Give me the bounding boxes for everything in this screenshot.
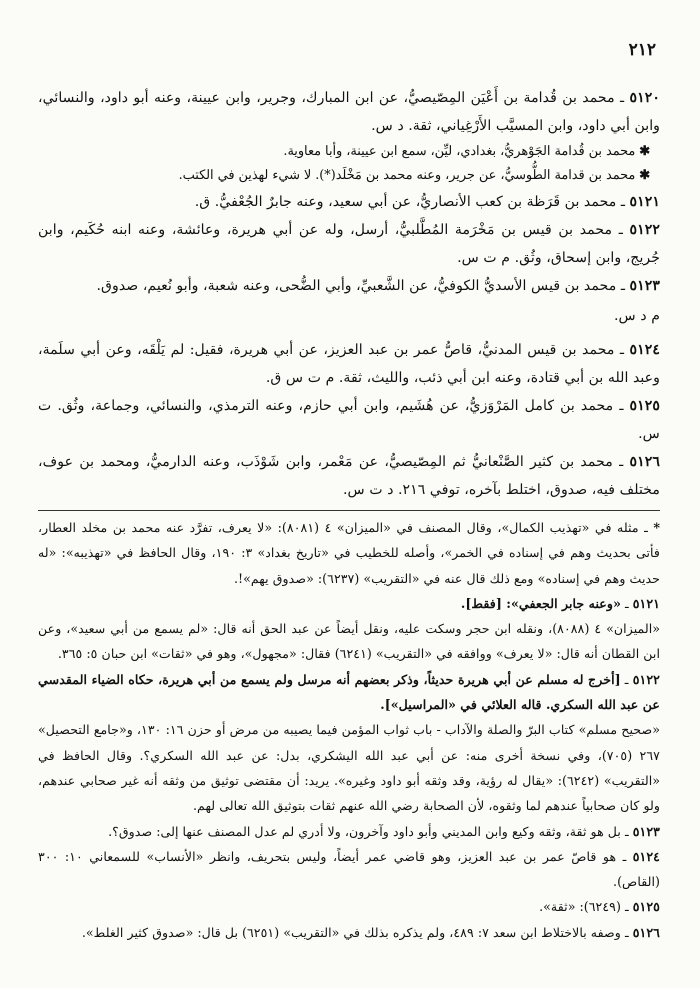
footnote-text: (٦٢٤٩): «ثقة». bbox=[539, 899, 621, 915]
entry-text: محمد بن قيس المدنيُّ، قاصُّ عمر بن عبد العزيز، عن أبي هريرة، فقيل: لم يَلْقَه، وعن أبي سلَمة، وعبد الله بن أبي قتادة، وعنه ابن أبي ذئب، والليث، ثقة. م ت س ق. bbox=[38, 342, 660, 386]
entry-text: محمد بن قَرَظة بن كعب الأنصاريُّ، عن أبي سعيد، وعنه جابرٌ الجُعْفيُّ. ق. bbox=[194, 194, 617, 210]
entry-text: محمد بن كامل المَرْوَزيُّ، عن هُشَيم، وابن أبي حازم، وعنه الترمذي، والنسائي، وجماعة، وثُق. ت س. bbox=[38, 398, 660, 442]
entry-5122: ٥١٢٢ ـ محمد بن قيس بن مَخْرَمة المُطَّلبيُّ، أرسل، وله عن أبي هريرة، وعائشة، وعنه ابنه حُكَيم، وابن جُريج، وابن إسحاق، وثُق. م ت س. bbox=[38, 222, 660, 266]
footnote-text: مثله في «تهذيب الكمال»، وقال المصنف في «الميزان» ٤ (٨٠٨١): «لا يعرف، تفرَّد عنه محمد بن مخلد العطار، فأتى بحديث وهم في إسناده في الخمر»، وأصله للخطيب في «تاريخ بغداد» ٣: ١٩٠، وقال الحافظ في «تهذيبه»: «له حديث وهم في إسناده» ومع ذلك قال عنه في «التقريب» (٦٢٣٧): «صدوق يهم»!. bbox=[38, 520, 660, 586]
entry-5123-symbols: م د س. bbox=[614, 308, 660, 324]
footnote-text: بل هو ثقة، وثقه وكيع وابن المديني وأبو داود وآخرون، ولا أدري لم عدل المصنف عنها إلى: صدوق؟. bbox=[108, 823, 621, 839]
footnote-5121-cont bbox=[38, 616, 660, 667]
entry-number: ٥١٢٣ bbox=[629, 278, 660, 294]
entry-number: ٥١٢١ bbox=[629, 194, 660, 210]
page-number: ٢١٢ bbox=[628, 40, 656, 60]
footnote-number: ٥١٢٢ bbox=[632, 671, 660, 687]
footnote-text: «صحيح مسلم» كتاب البرّ والصلة والآداب - باب ثواب المؤمن فيما يصيبه من مرض أو حزن ١٦: ١٣٠، و«جامع التحصيل» ٢٦٧ (٧٠٥)، وفي نسخة أخرى منه: عن أبي عبد الله اليشكري، بدل: عن عبد الله السكري؟. وقال الحافظ في «التقريب» (٦٢٤٢): «يقال له رؤية، وقد وثقه أبو داود وغيره». يريد: أن مقتضى توثيق من وثقه أنه غير صحابي عندهم، ولو كان صحابياً عندهم لما وثقوه، لأن الصحابة رضي الله عنهم ثقات بتوثيق الله تعالى لهم. bbox=[38, 722, 660, 814]
footnote-5122: ٥١٢٢ ـ [أخرج له مسلم عن أبي هريرة حديثاً، وذكر بعضهم أنه مرسل ولم يسمع من أبي هريرة، حكاه الضياء المقدسي عن عبد الله السكري. قاله العلائي في «المراسيل»]. bbox=[38, 671, 660, 713]
entry-number: ٥١٢٠ bbox=[629, 90, 660, 106]
footnote-number: * bbox=[653, 520, 660, 535]
footnote-5123: ٥١٢٣ ـ بل هو ثقة، وثقه وكيع وابن المديني وأبو داود وآخرون، ولا أدري لم عدل المصنف عنها إلى: صدوق؟. bbox=[108, 823, 660, 839]
asterisk-icon: ✱ bbox=[639, 144, 650, 159]
entry-text: محمد بن قُدامة بن أَعْيَن المِصّيصيُّ، عن ابن المبارك، وجرير، وابن عيينة، وعنه أبو داود، والنسائي، وابن أبي داود، وابن المسيَّب الأَرْغِياني، ثقة. د س. bbox=[38, 90, 660, 134]
sub-entry bbox=[38, 140, 650, 164]
footnote-5126: ٥١٢٦ ـ وصفه بالاختلاط ابن سعد ٧: ٤٨٩، ولم يذكره بذلك في «التقريب» (٦٢٥١) بل قال: «صدوق كثير الغلط». bbox=[81, 924, 660, 940]
entry-text: محمد بن قيس بن مَخْرَمة المُطَّلبيُّ، أرسل، وله عن أبي هريرة، وعائشة، وعنه ابنه حُكَيم، وابن جُريج، وابن إسحاق، وثُق. م ت س. bbox=[38, 222, 660, 266]
entry-5121: ٥١٢١ ـ محمد بن قَرَظة بن كعب الأنصاريُّ، عن أبي سعيد، وعنه جابرٌ الجُعْفيُّ. ق. bbox=[194, 194, 660, 210]
entry-number: ٥١٢٦ bbox=[629, 454, 660, 470]
sub-entry bbox=[38, 164, 650, 188]
footnote-number: ٥١٢٣ bbox=[632, 823, 660, 839]
entry-5125: ٥١٢٥ ـ محمد بن كامل المَرْوَزيُّ، عن هُشَيم، وابن أبي حازم، وعنه الترمذي، والنسائي، وجماعة، وثُق. ت س. bbox=[38, 398, 660, 442]
footnote-5125: ٥١٢٥ ـ (٦٢٤٩): «ثقة». bbox=[539, 899, 660, 915]
footnote-5124: ٥١٢٤ ـ هو قاصّ عمر بن عبد العزيز، وهو قاضي عمر أيضاً، وليس بتحريف، وانظر «الأنساب» للسمعاني ١٠: ٣٠٠ (القاص). bbox=[38, 848, 660, 890]
entry-5126: ٥١٢٦ ـ محمد بن كثير الصَّنْعانيُّ ثم المِصّيصيُّ، عن مَعْمر، وابن شَوْذَب، وعنه الدارميُّ، ومحمد بن عوف، مختلف فيه، صدوق، اختلط بآخره، توفي ٢١٦. د ت س. bbox=[38, 454, 660, 498]
footnotes bbox=[38, 515, 660, 945]
main-text bbox=[38, 84, 660, 504]
footnote-text: وصفه بالاختلاط ابن سعد ٧: ٤٨٩، ولم يذكره بذلك في «التقريب» (٦٢٥١) بل قال: «صدوق كثير الغلط». bbox=[81, 924, 621, 940]
footnote-number: ٥١٢٤ bbox=[632, 848, 660, 864]
entry-text: محمد بن قيس الأسديُّ الكوفيُّ، عن الشَّعبيِّ، وأبي الضُّحى، وعنه شعبة، وأبو نُعيم، صدوق. bbox=[96, 278, 617, 294]
footnote-text: «وعنه جابر الجعفي»: [فقط]. bbox=[460, 595, 621, 611]
entry-number: ٥١٢٢ bbox=[629, 222, 660, 238]
entry-5123: ٥١٢٣ ـ محمد بن قيس الأسديُّ الكوفيُّ، عن الشَّعبيِّ، وأبي الضُّحى، وعنه شعبة، وأبو نُعيم، صدوق. bbox=[96, 278, 660, 294]
entry-5124: ٥١٢٤ ـ محمد بن قيس المدنيُّ، قاصُّ عمر بن عبد العزيز، عن أبي هريرة، فقيل: لم يَلْقَه، وعن أبي سلَمة، وعبد الله بن أبي قتادة، وعنه ابن أبي ذئب، والليث، ثقة. م ت س ق. bbox=[38, 342, 660, 386]
entry-5120: ٥١٢٠ ـ محمد بن قُدامة بن أَعْيَن المِصّيصيُّ، عن ابن المبارك، وجرير، وابن عيينة، وعنه أبو داود، والنسائي، وابن أبي داود، وابن المسيَّب الأَرْغِياني، ثقة. د س. bbox=[38, 90, 660, 134]
asterisk-icon: ✱ bbox=[639, 168, 650, 183]
footnote-number: ٥١٢٥ bbox=[632, 899, 660, 915]
sub-entry-text: محمد بن قُدامة الجَوْهريُّ، بغدادي، ليِّن، سمع ابن عيينة، وأبا معاوية. bbox=[283, 144, 636, 159]
footnote-divider bbox=[38, 510, 660, 511]
footnote-number: ٥١٢٦ bbox=[632, 924, 660, 940]
footnote-text: «الميزان» ٤ (٨٠٨٨)، ونقله ابن حجر وسكت عليه، ونقل أيضاً عن عبد الحق أنه قال: «لم يسمع من أبي سعيد»، وعن ابن القطان أنه قال: «لا يعرف» ووافقه في «التقريب» (٦٢٤١) فقال: «مجهول»، وهو في «ثقات» ابن حبان ٥: ٣٦٥. bbox=[38, 621, 661, 662]
entry-number: ٥١٢٥ bbox=[629, 398, 660, 414]
footnote-text: [أخرج له مسلم عن أبي هريرة حديثاً، وذكر بعضهم أنه مرسل ولم يسمع من أبي هريرة، حكاه الضياء المقدسي عن عبد الله السكري. قاله العلائي في «المراسيل»]. bbox=[38, 671, 660, 713]
footnote-star: * ـ مثله في «تهذيب الكمال»، وقال المصنف في «الميزان» ٤ (٨٠٨١): «لا يعرف، تفرَّد عنه محمد بن مخلد العطار، فأتى بحديث وهم في إسناده في الخمر»، وأصله للخطيب في «تاريخ بغداد» ٣: ١٩٠، وقال الحافظ في «تهذيبه»: «له حديث وهم في إسناده» ومع ذلك قال عنه في «التقريب» (٦٢٣٧): «صدوق يهم»!. bbox=[38, 520, 660, 586]
footnote-5122-cont bbox=[38, 717, 660, 818]
footnote-number: ٥١٢١ bbox=[632, 595, 660, 611]
sub-entry-text: محمد بن قدامة الطُّوسيُّ، عن جرير، وعنه محمد بن مَخْلَد(*). لا شيء لهذين في الكتب. bbox=[178, 168, 636, 183]
entry-text: محمد بن كثير الصَّنْعانيُّ ثم المِصّيصيُّ، عن مَعْمر، وابن شَوْذَب، وعنه الدارميُّ، ومحمد بن عوف، مختلف فيه، صدوق، اختلط بآخره، توفي ٢١٦. د ت س. bbox=[38, 454, 660, 498]
entry-number: ٥١٢٤ bbox=[629, 342, 660, 358]
footnote-5121: ٥١٢١ ـ «وعنه جابر الجعفي»: [فقط]. bbox=[460, 595, 660, 611]
footnote-text: هو قاصّ عمر بن عبد العزيز، وهو قاضي عمر أيضاً، وليس بتحريف، وانظر «الأنساب» للسمعاني ١٠: ٣٠٠ (القاص). bbox=[38, 848, 660, 890]
